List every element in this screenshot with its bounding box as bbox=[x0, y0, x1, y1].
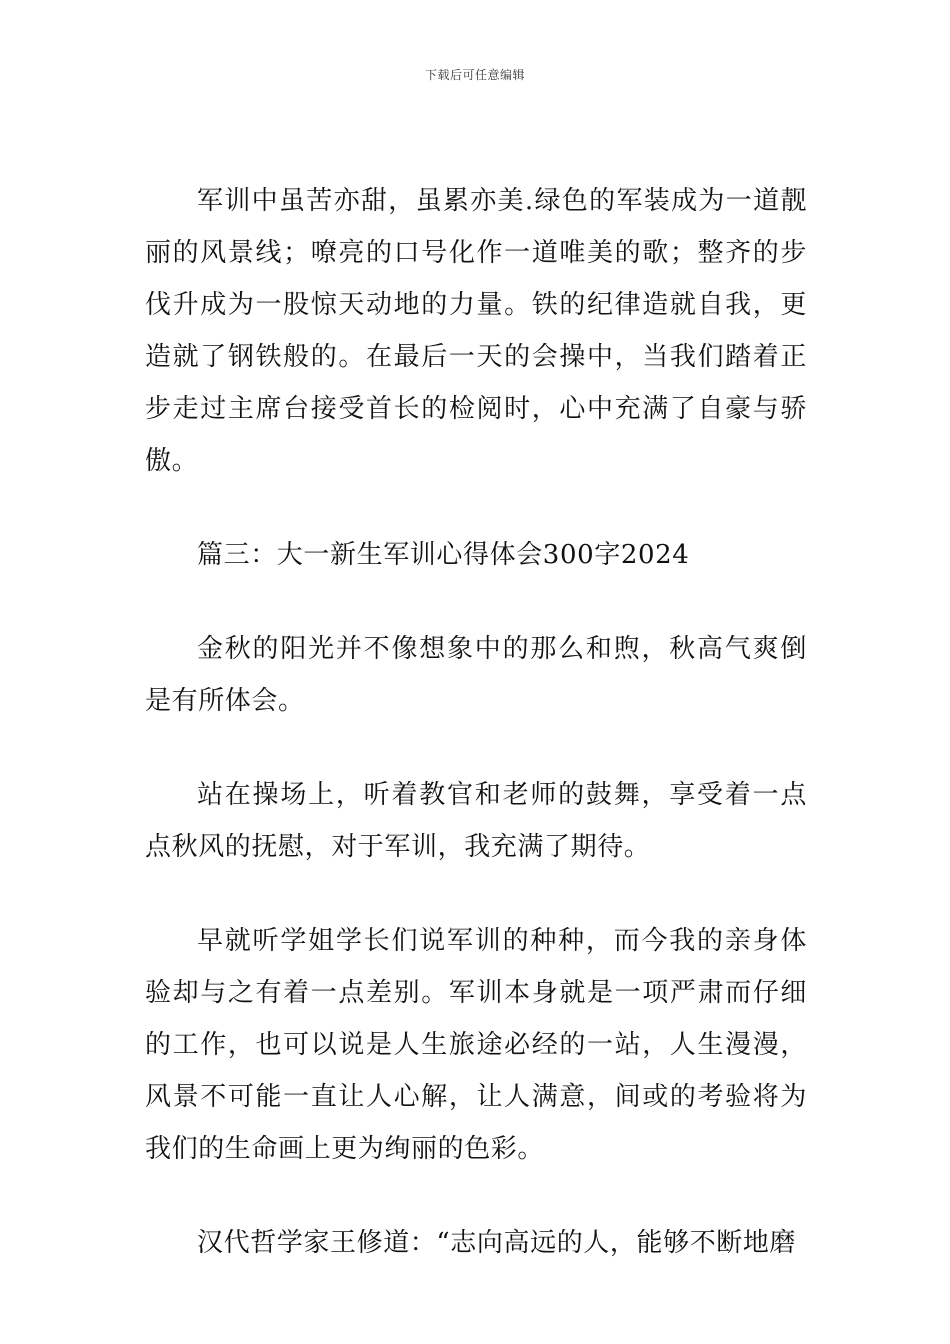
document-body bbox=[145, 175, 807, 1311]
paragraph-quote: 汉代哲学家王修道：“志向高远的人，能够不断地磨 bbox=[197, 1228, 797, 1258]
paragraph-playground: 站在操场上，听着教官和老师的鼓舞，享受着一点点秋风的抚慰，对于军训，我充满了期待。 bbox=[145, 780, 807, 862]
header-note: 下载后可任意编辑 bbox=[424, 68, 525, 82]
paragraph-military-training-summary: 军训中虽苦亦甜，虽累亦美.绿色的军装成为一道靓丽的风景线；嘹亮的口号化作一道唯美的歌；整齐的步伐升成为一股惊天动地的力量。铁的纪律造就自我，更造就了钢铁般的。在最后一天的会操中，当我们踏着正步走过主席台接受首长的检阅时，心中充满了自豪与骄傲。 bbox=[145, 186, 807, 476]
section-heading: 篇三：大一新生军训心得体会300字2024 bbox=[197, 540, 690, 570]
paragraph-experience: 早就听学姐学长们说军训的种种，而今我的亲身体验却与之有着一点差别。军训本身就是一项严肃而仔细的工作，也可以说是人生旅途必经的一站，人生漫漫，风景不可能一直让人心解，让人满意，间或的考验将为我们的生命画上更为绚丽的色彩。 bbox=[145, 926, 807, 1164]
paragraph-autumn-sunshine: 金秋的阳光并不像想象中的那么和煦，秋高气爽倒是有所体会。 bbox=[145, 634, 807, 716]
